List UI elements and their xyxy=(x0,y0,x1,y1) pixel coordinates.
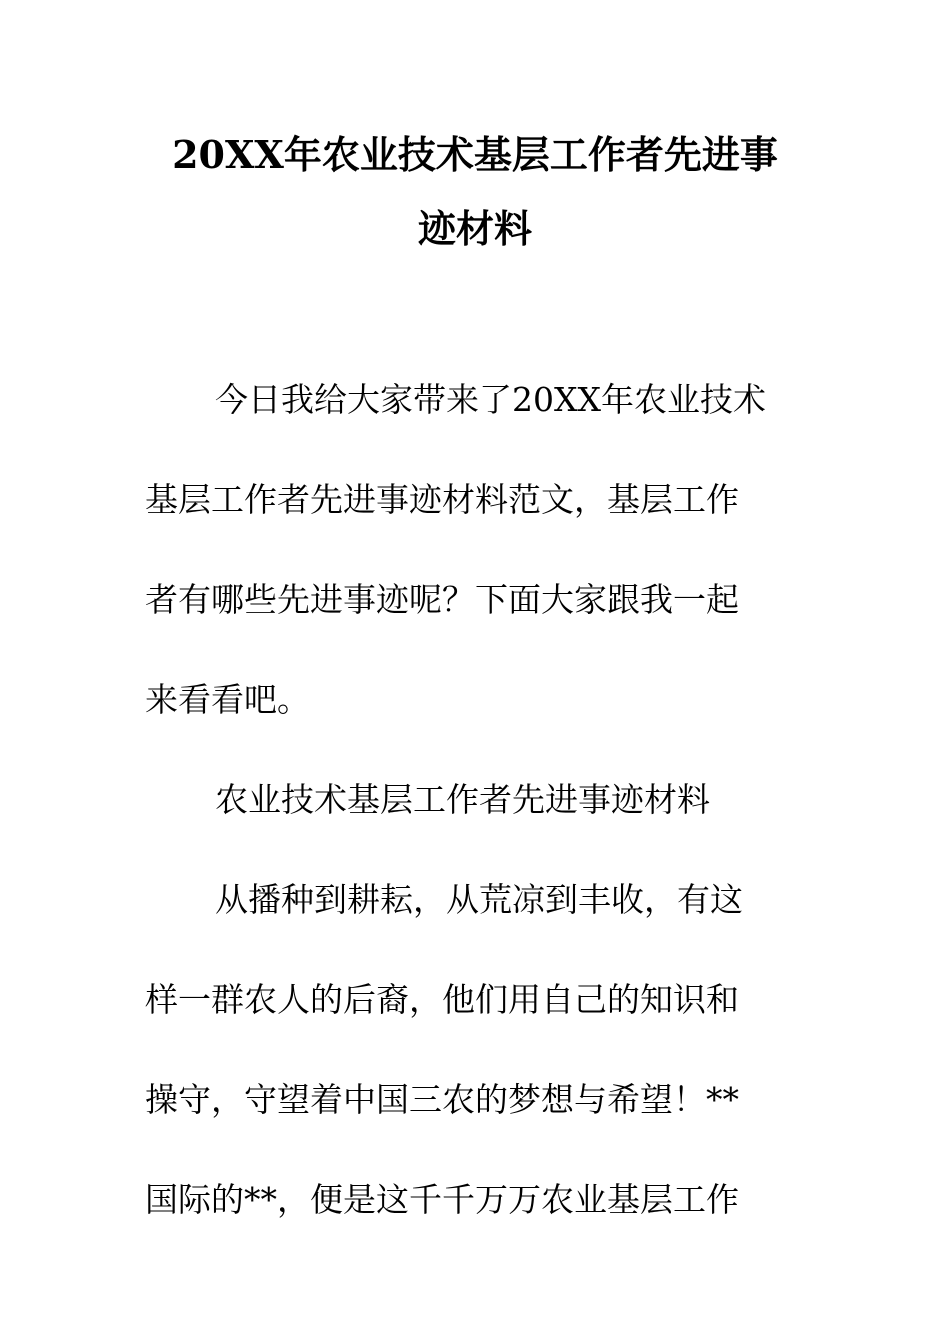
document-title-line-1: 20XX年农业技术基层工作者先进事 xyxy=(172,132,778,177)
paragraph-3-line-1: 从播种到耕耘，从荒凉到丰收，有这 xyxy=(215,880,743,919)
paragraph-3-line-3: 操守，守望着中国三农的梦想与希望！** xyxy=(145,1080,739,1119)
document-title-line-2: 迹材料 xyxy=(417,206,532,251)
paragraph-1-line-2: 基层工作者先进事迹材料范文，基层工作 xyxy=(145,480,739,519)
paragraph-2-line-1: 农业技术基层工作者先进事迹材料 xyxy=(215,780,710,819)
paragraph-1-line-4: 来看看吧。 xyxy=(145,680,310,719)
paragraph-3-line-2: 样一群农人的后裔，他们用自己的知识和 xyxy=(145,980,739,1019)
paragraph-1-line-1: 今日我给大家带来了20XX年农业技术 xyxy=(215,380,766,419)
paragraph-1-line-3: 者有哪些先进事迹呢？下面大家跟我一起 xyxy=(145,580,739,619)
paragraph-3-line-4: 国际的**，便是这千千万万农业基层工作 xyxy=(145,1180,739,1219)
